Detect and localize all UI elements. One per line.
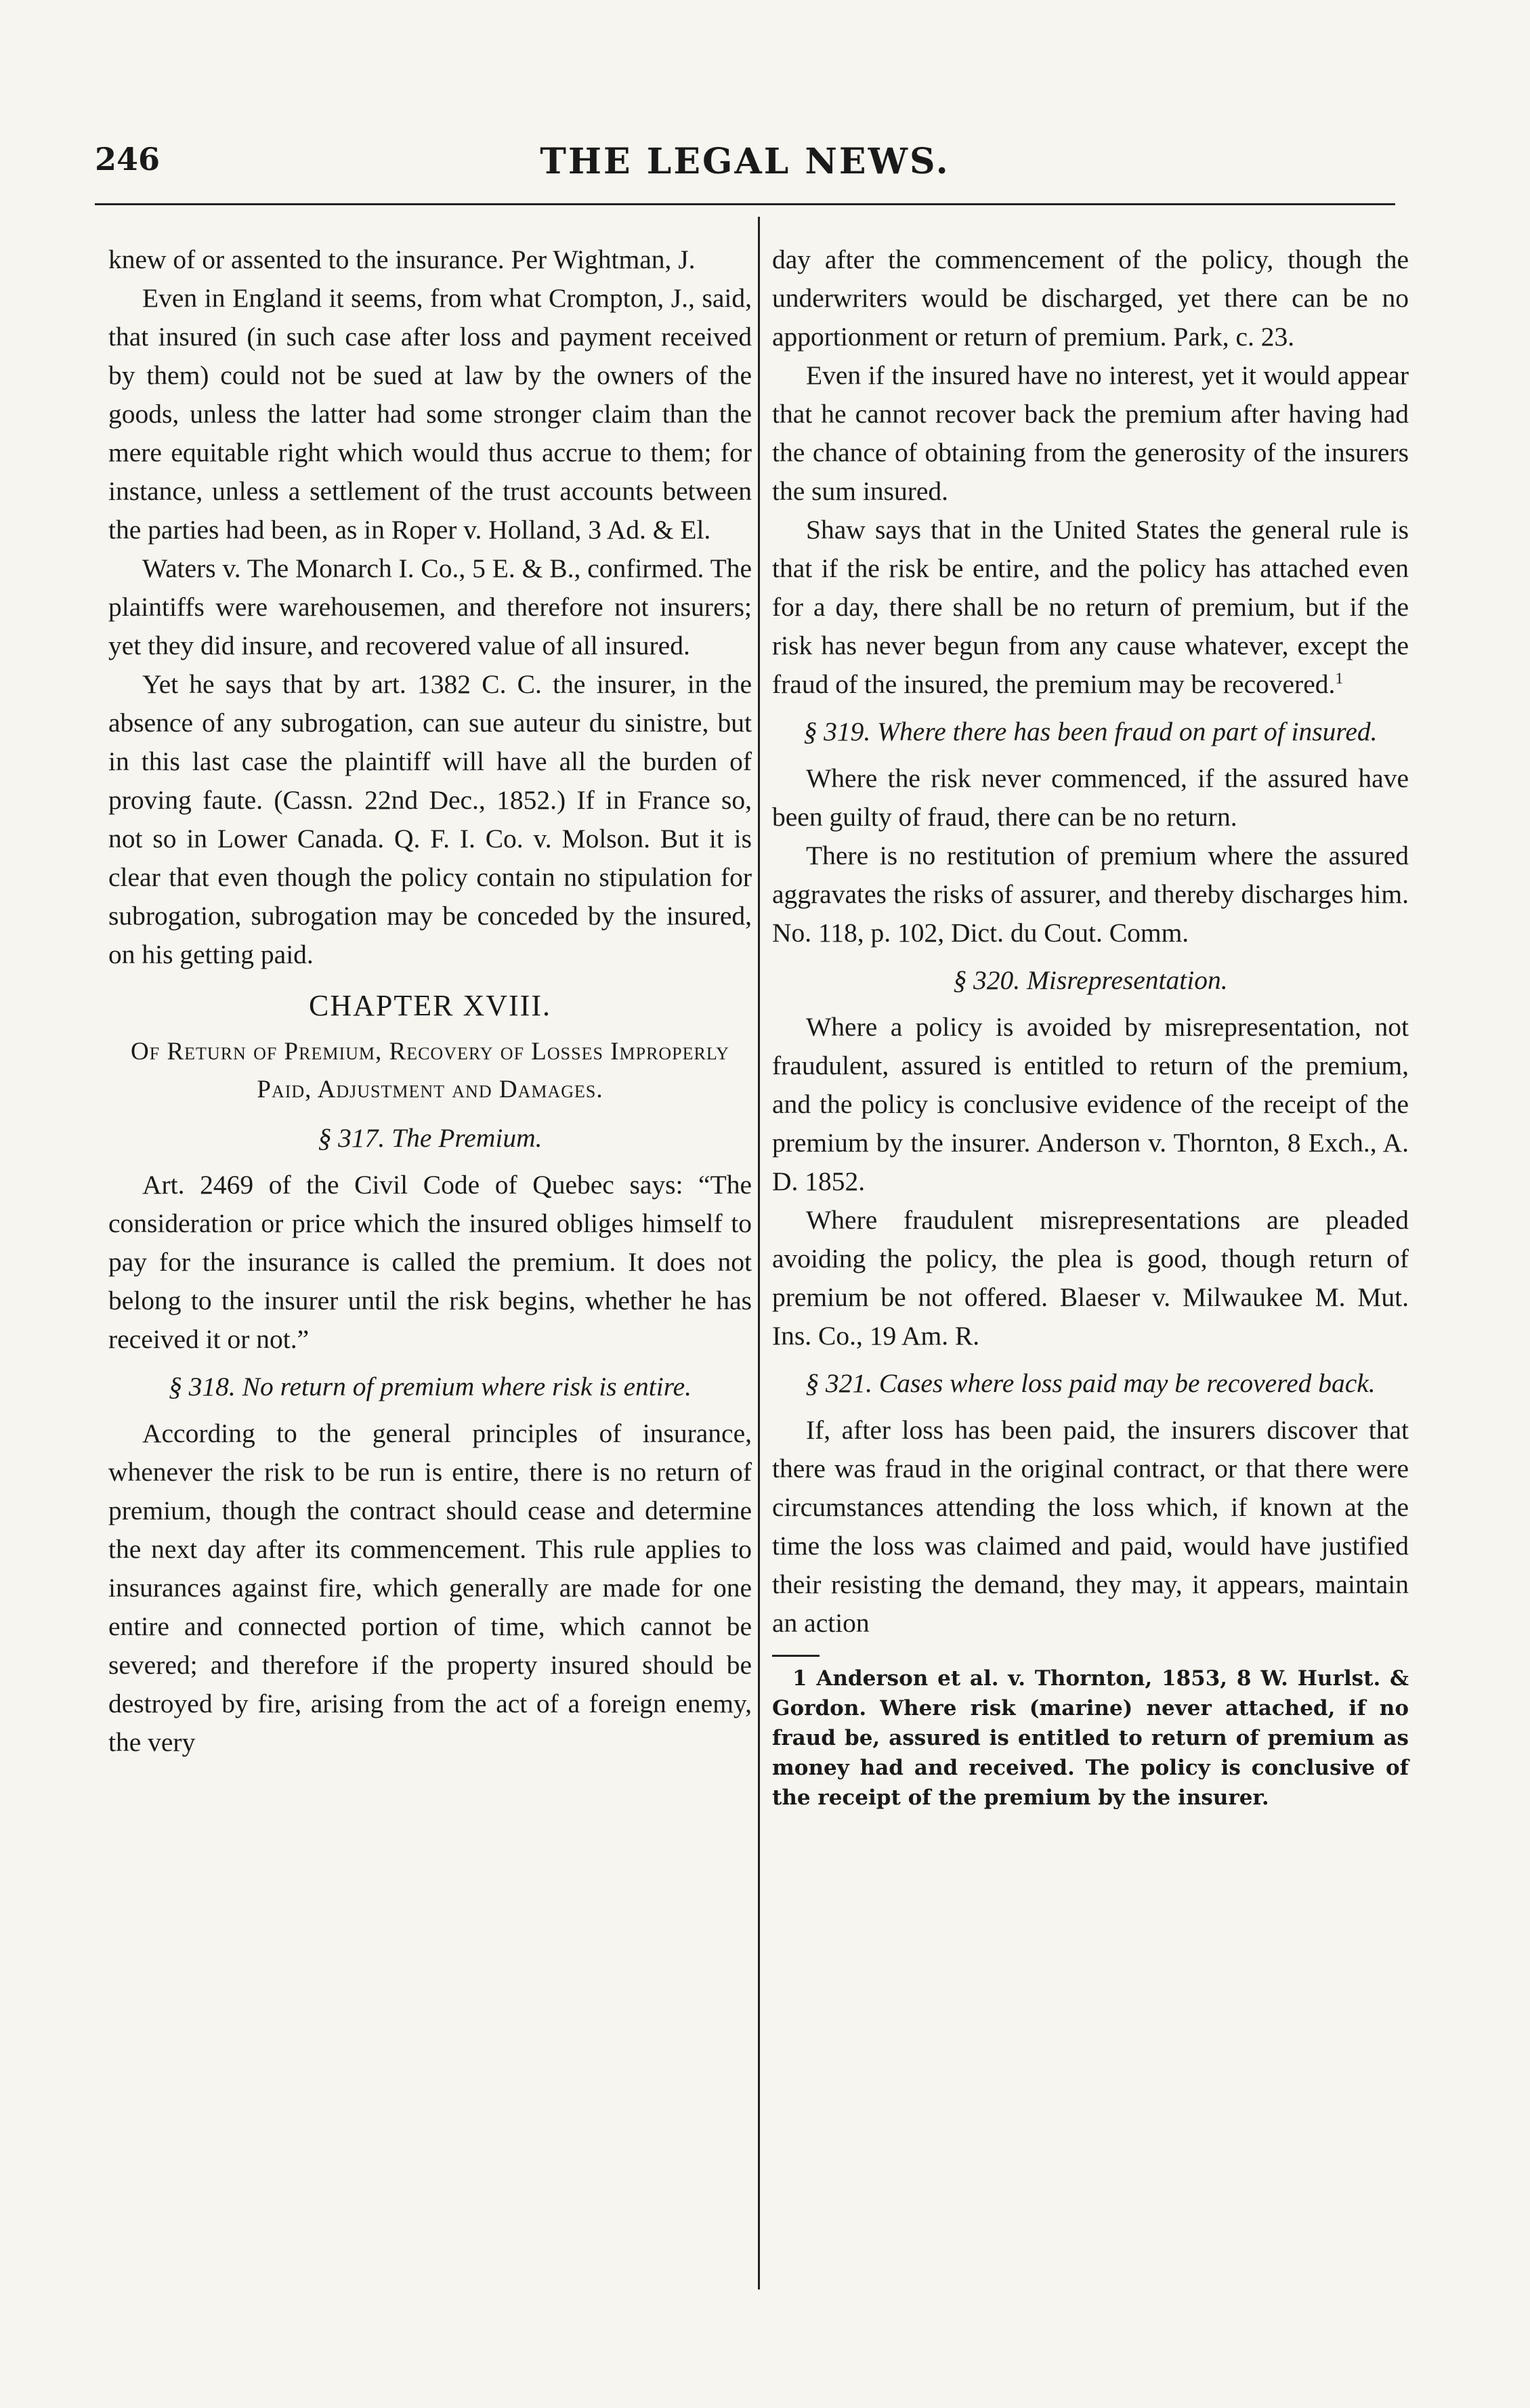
section-title: § 317. The Premium. [318, 1123, 543, 1153]
paragraph: Waters v. The Monarch I. Co., 5 E. & B., confirmed. The plaintiffs were warehousemen, and therefore not insurers; yet they did insure, and recovered value of all insured. [108, 553, 752, 660]
section-title: § 318. No return of premium where risk is entire. [168, 1372, 692, 1401]
section-heading [772, 1365, 1409, 1401]
section-title: § 321. Cases where loss paid may be recovered back. [805, 1368, 1376, 1398]
paragraph: Where a policy is avoided by misrepresentation, not fraudulent, assured is entitled to return of the premium, and the policy is conclusive evidence of the receipt of the premium by the insurer. Anderson v. Thornton, 8 Exch., A. D. 1852. [772, 1012, 1409, 1196]
column-divider [758, 217, 760, 2289]
paragraph: Where the risk never commenced, if the assured have been guilty of fraud, there can be no return. [772, 763, 1409, 832]
left-column [108, 240, 752, 1762]
paragraph: If, after loss has been paid, the insurers discover that there was fraud in the original contract, or that there were circumstances attending the loss which, if known at the time the loss was claimed and paid, would have justified their resisting the demand, they may, it appears, maintain an action [772, 1415, 1409, 1638]
page-header [95, 141, 1395, 195]
chapter-subtitle: Of Return of Premium, Recovery of Losses Improperly Paid, Adjustment and Damages. [131, 1038, 729, 1103]
footnote-rule [772, 1655, 820, 1657]
paragraph: Even if the insured have no interest, yet it would appear that he cannot recover back the premium after having had the chance of obtaining from the generosity of the insurers the sum insured. [772, 360, 1409, 506]
section-heading [772, 713, 1409, 750]
footnote: 1 Anderson et al. v. Thornton, 1853, 8 W. Hurlst. & Gordon. Where risk (marine) never attached, if no fraud be, assured is entitled to return of premium as money had and received. The policy is conclusive of the receipt of the premium by the insurer. [772, 1666, 1409, 1810]
running-head: THE LEGAL NEWS. [540, 141, 950, 182]
paragraph: According to the general principles of insurance, whenever the risk to be run is entire, there is no return of premium, though the contract should cease and determine the next day after its commencement. This rule applies to insurances against fire, which generally are made for one entire and connected portion of time, which cannot be severed; and therefore if the property insured should be destroyed by fire, arising from the act of a foreign enemy, the very [108, 1418, 752, 1757]
paragraph: Even in England it seems, from what Crompton, J., said, that insured (in such case after loss and payment received by them) could not be sued at law by the owners of the goods, unless the latter had some stronger claim than the mere equitable right which would thus accrue to them; for instance, unless a settlement of the trust accounts between the parties had been, as in Roper v. Holland, 3 Ad. & El. [108, 283, 752, 545]
section-heading [108, 1120, 752, 1156]
paragraph: Where fraudulent misrepresentations are pleaded avoiding the policy, the plea is good, though return of premium be not offered. Blaeser v. Milwaukee M. Mut. Ins. Co., 19 Am. R. [772, 1205, 1409, 1351]
paragraph: knew of or assented to the insurance. Per Wightman, J. [108, 245, 696, 274]
paragraph [772, 511, 1409, 704]
paragraph-text: Shaw says that in the United States the general rule is that if the risk be entire, and the policy has attached even for a day, there shall be no return of premium, but if the risk has never begun from any cause whatever, except the fraud of the insured, the premium may be recovered. [772, 515, 1409, 699]
page-number: 246 [95, 141, 161, 177]
paragraph: day after the commencement of the policy, though the underwriters would be discharged, yet there can be no apportionment or return of premium. Park, c. 23. [772, 245, 1409, 352]
section-title: § 319. Where there has been fraud on part of insured. [803, 717, 1378, 746]
right-column [772, 240, 1409, 1813]
footnote-marker: 1 [1335, 669, 1344, 688]
section-heading [772, 962, 1409, 998]
paragraph: Yet he says that by art. 1382 C. C. the insurer, in the absence of any subrogation, can sue auteur du sinistre, but in this last case the plaintiff will have all the burden of proving faute. (Cassn. 22nd Dec., 1852.) If in France so, not so in Lower Canada. Q. F. I. Co. v. Molson. But it is clear that even though the policy contain no stipulation for subrogation, subrogation may be conceded by the insured, on his getting paid. [108, 669, 752, 969]
paragraph: Art. 2469 of the Civil Code of Quebec says: “The consideration or price which the insured obliges himself to pay for the insurance is called the premium. It does not belong to the insurer until the risk begins, whether he has received it or not.” [108, 1170, 752, 1354]
chapter-heading: CHAPTER XVIII. [309, 989, 551, 1022]
section-heading [108, 1368, 752, 1405]
section-title: § 320. Misrepresentation. [953, 965, 1228, 995]
paragraph: There is no restitution of premium where the assured aggravates the risks of assurer, and thereby discharges him. No. 118, p. 102, Dict. du Cout. Comm. [772, 841, 1409, 948]
header-rule [95, 203, 1395, 205]
